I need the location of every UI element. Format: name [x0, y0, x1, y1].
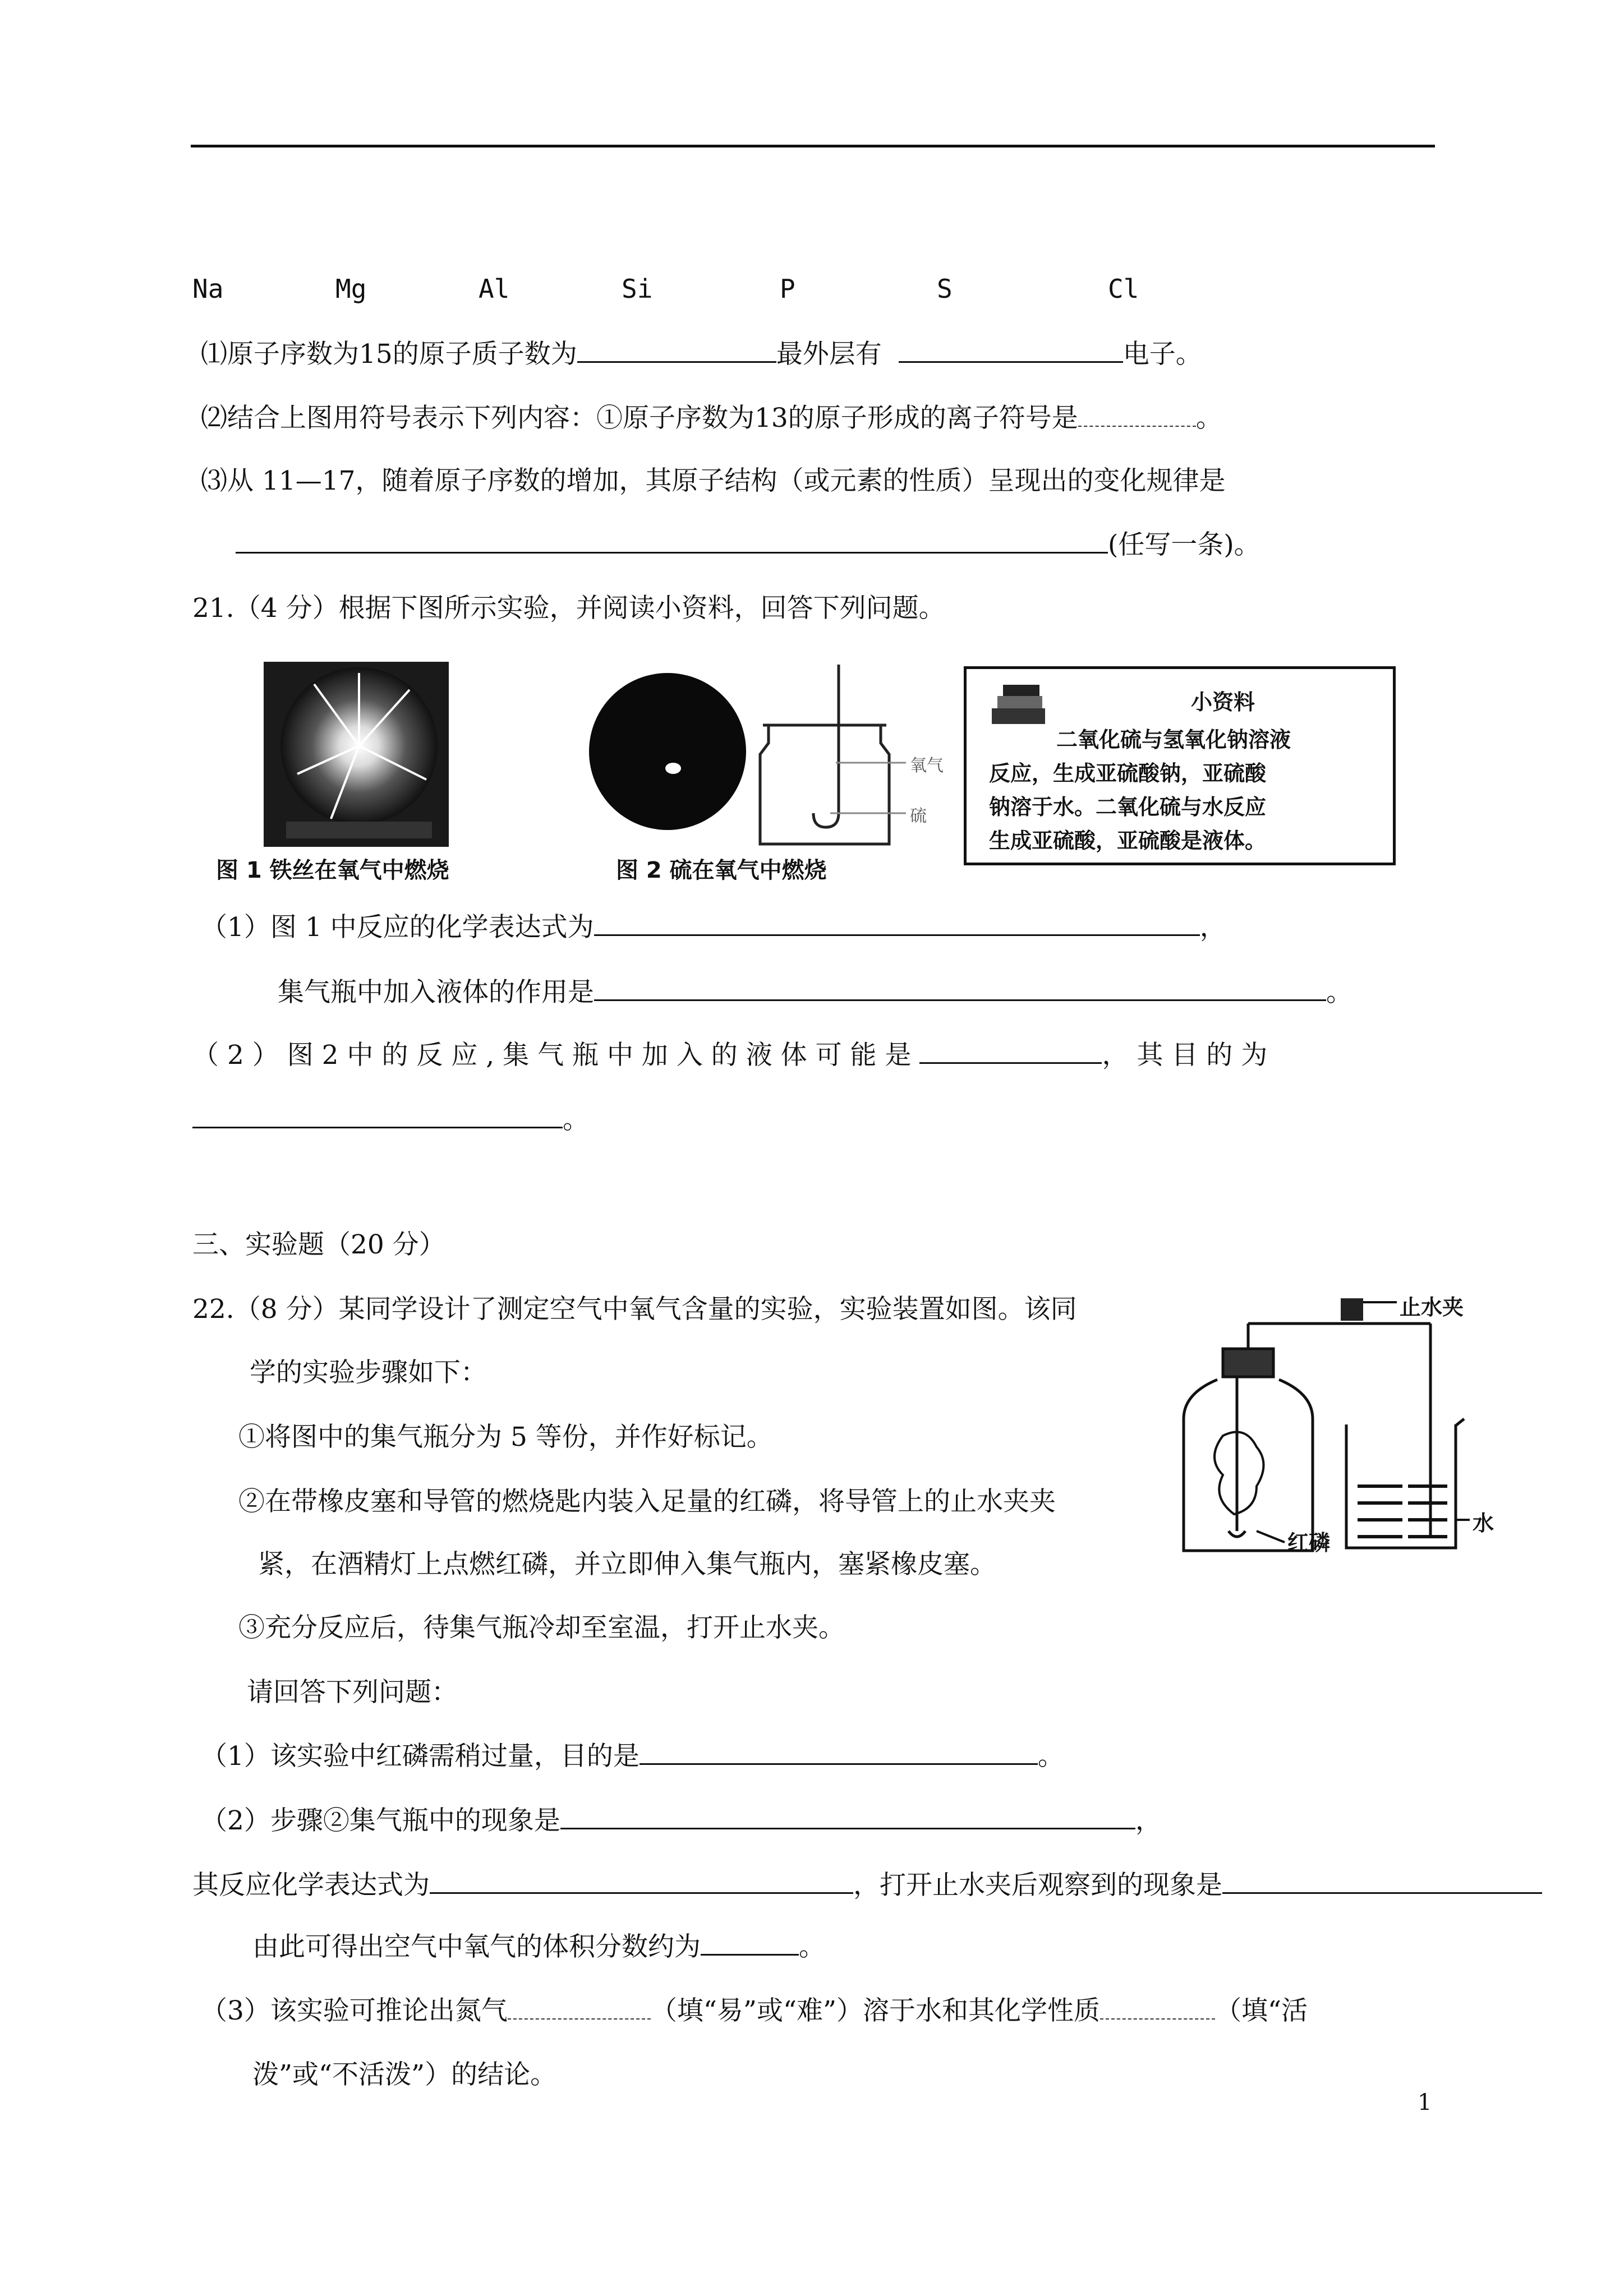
iron-burning-photo — [264, 662, 449, 847]
fig1-caption: 图 1 铁丝在氧气中燃烧 — [216, 857, 449, 883]
q22-answer2: （2）步骤②集气瓶中的现象是 ， — [201, 1803, 1162, 1838]
q20-part3: ⑶从 11—17，随着原子序数的增加，其原子结构（或元素的性质）呈现出的变化规律是 — [201, 465, 1226, 496]
q22-step2: ②在带橡皮塞和导管的燃烧匙内装入足量的红磷，将导管上的止水夹夹 — [238, 1486, 1056, 1517]
label-water: 水 — [1473, 1511, 1494, 1536]
element-symbol: Al — [479, 274, 510, 304]
note-line: 二氧化硫与氢氧化钠溶液 — [1056, 727, 1291, 752]
q22-intro: 22.（8 分）某同学设计了测定空气中氧气含量的实验，实验装置如图。该同 — [192, 1294, 1077, 1325]
q22-intro-cont: 学的实验步骤如下： — [250, 1357, 487, 1388]
q22-ask: 请回答下列问题： — [247, 1677, 458, 1708]
info-note-box — [964, 666, 1396, 865]
answer-blank[interactable] — [701, 1929, 799, 1956]
q22-answer3-cont: 泼”或“不活泼”）的结论。 — [252, 2059, 557, 2090]
note-line: 反应，生成亚硫酸钠，亚硫酸 — [989, 761, 1267, 786]
label-clamp: 止水夹 — [1400, 1295, 1464, 1320]
element-symbol: Mg — [335, 274, 367, 304]
section-heading: 三、实验题（20 分） — [192, 1229, 445, 1260]
header-rule — [191, 145, 1435, 147]
q21-part1b: 集气瓶中加入液体的作用是 。 — [278, 975, 1352, 1009]
q21-title: 21.（4 分）根据下图所示实验，并阅读小资料，回答下列问题。 — [192, 593, 945, 624]
answer-blank[interactable] — [640, 1739, 1038, 1765]
element-symbol: S — [937, 274, 953, 304]
label-sulfur: 硫 — [910, 806, 927, 826]
q20-part1: ⑴原子序数为15的原子质子数为 最外层有 电子。 — [201, 336, 1202, 371]
answer-blank[interactable] — [899, 336, 1123, 363]
label-red-phosphorus: 红磷 — [1287, 1530, 1331, 1555]
element-symbol: Si — [622, 274, 653, 304]
answer-blank[interactable] — [919, 1038, 1102, 1064]
answer-blank[interactable] — [594, 975, 1326, 1001]
q21-part1: （1）图 1 中反应的化学表达式为 ， — [201, 910, 1226, 944]
q20-part3-answer: (任写一条)。 — [236, 527, 1260, 562]
answer-blank[interactable] — [1222, 1868, 1542, 1894]
q21-part2b: 。 — [192, 1102, 589, 1137]
answer-blank[interactable] — [594, 910, 1200, 936]
q22-answer3: （3）该实验可推论出氮气 （填“易”或“难”）溶于水和其化学性质 （填“活 — [201, 1994, 1308, 2028]
answer-blank[interactable] — [560, 1803, 1135, 1829]
element-symbol: Cl — [1108, 274, 1139, 304]
q22-answer2c: 由此可得出空气中氧气的体积分数约为 。 — [252, 1929, 825, 1964]
answer-blank[interactable] — [577, 336, 776, 363]
answer-blank[interactable] — [508, 1994, 651, 2020]
answer-blank[interactable] — [192, 1102, 563, 1128]
q20-part1-text: ⑴原子序数为15的原子质子数为 — [201, 339, 577, 370]
answer-blank[interactable] — [430, 1868, 853, 1894]
q22-answer1: （1）该实验中红磷需稍过量，目的是 。 — [201, 1739, 1064, 1773]
page-number: 1 — [1418, 2090, 1432, 2115]
answer-blank[interactable] — [1100, 1994, 1215, 2020]
element-symbol: Na — [192, 274, 224, 304]
note-line: 钠溶于水。二氧化硫与水反应 — [989, 795, 1267, 819]
q22-step2-cont: 紧，在酒精灯上点燃红磷，并立即伸入集气瓶内，塞紧橡皮塞。 — [258, 1549, 996, 1580]
element-symbol: P — [780, 274, 795, 304]
q20-part2: ⑵结合上图用符号表示下列内容：①原子序数为13的原子形成的离子符号是 。 — [201, 401, 1222, 435]
fig2-caption: 图 2 硫在氧气中燃烧 — [616, 857, 827, 883]
note-title: 小资料 — [1191, 690, 1255, 714]
sulfur-burning-figure — [583, 659, 931, 852]
q22-step3: ③充分反应后，待集气瓶冷却至室温，打开止水夹。 — [238, 1612, 845, 1643]
books-icon — [989, 680, 1051, 731]
answer-blank[interactable] — [1078, 401, 1196, 427]
note-line: 生成亚硫酸，亚硫酸是液体。 — [989, 828, 1267, 853]
q22-answer2b: 其反应化学表达式为 ，打开止水夹后观察到的现象是 — [192, 1868, 1542, 1902]
q21-part2: （ 2 ） 图 2 中 的 反 应 , 集 气 瓶 中 加 入 的 液 体 可 能 是 ， 其 目 的 为 — [192, 1038, 1267, 1072]
label-oxygen: 氧气 — [910, 756, 944, 776]
answer-blank[interactable] — [236, 527, 1108, 554]
q22-step1: ①将图中的集气瓶分为 5 等份，并作好标记。 — [238, 1422, 773, 1453]
